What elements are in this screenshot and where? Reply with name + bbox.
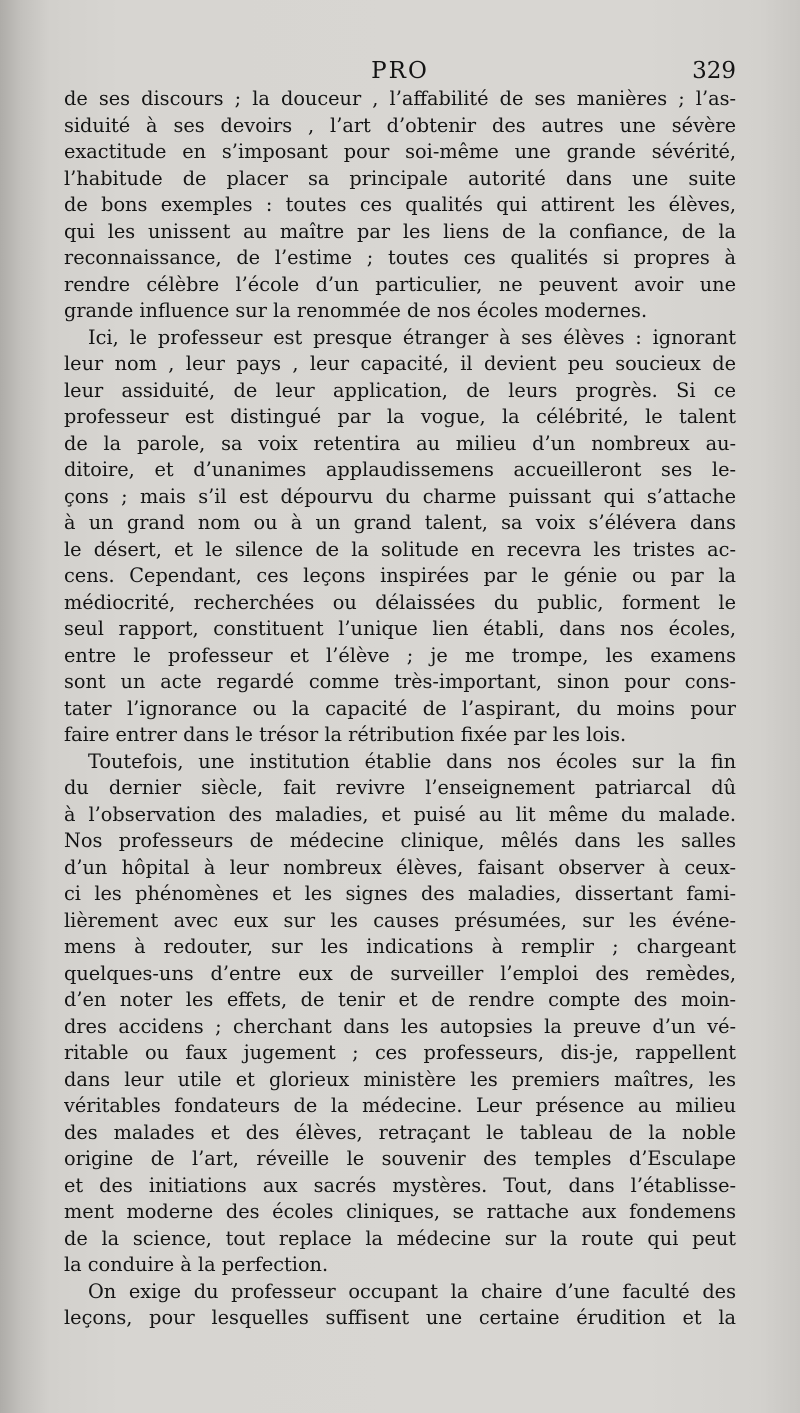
text-line: entre le professeur et l’élève ; je me trompe, les examens — [64, 643, 736, 667]
text-line: leçons, pour lesquelles suffisent une certaine érudition et la — [64, 1306, 736, 1329]
text-line: professeur est distingué par la vogue, la célébrité, le talent — [64, 405, 736, 428]
text-line: seul rapport, constituent l’unique lien établi, dans nos écoles, — [64, 617, 736, 640]
text-line: Nos professeurs de médecine clinique, mêlés dans les salles — [64, 829, 736, 852]
text-line: origine de l’art, réveille le souvenir des temples d’Esculape — [64, 1147, 736, 1170]
text-line: de la science, tout replace la médecine sur la route qui peut — [64, 1226, 736, 1250]
body-text — [64, 86, 736, 1332]
text-line: à l’observation des maladies, et puisé au lit même du malade. — [64, 802, 736, 826]
paragraph — [64, 1279, 736, 1332]
text-line: la conduire à la perfection. — [64, 1253, 329, 1276]
text-line: le désert, et le silence de la solitude en recevra les tristes ac- — [64, 537, 736, 561]
text-line: lièrement avec eux sur les causes présumées, sur les événe- — [64, 908, 736, 932]
text-line: leur nom , leur pays , leur capacité, il devient peu soucieux de — [64, 352, 736, 375]
running-title: PRO — [371, 58, 429, 84]
text-line: faire entrer dans le trésor la rétribution fixée par les lois. — [64, 723, 627, 746]
text-line: quelques-uns d’entre eux de surveiller l’emploi des remèdes, — [64, 961, 736, 985]
text-line: Ici, le professeur est presque étranger à ses élèves : ignorant — [88, 325, 736, 349]
text-line: ci les phénomènes et les signes des maladies, dissertant fami- — [64, 882, 736, 905]
text-line: l’habitude de placer sa principale autorité dans une suite — [64, 166, 736, 190]
text-line: à un grand nom ou à un grand talent, sa voix s’élévera dans — [64, 511, 736, 534]
text-line: d’en noter les effets, de tenir et de rendre compte des moin- — [64, 988, 736, 1011]
text-line: siduité à ses devoirs , l’art d’obtenir des autres une sévère — [64, 113, 736, 137]
text-line: ritable ou faux jugement ; ces professeurs, dis-je, rappellent — [64, 1041, 736, 1064]
text-line: cens. Cependant, ces leçons inspirées par le génie ou par la — [64, 564, 736, 587]
paragraph — [64, 749, 736, 1279]
text-line: du dernier siècle, fait revivre l’enseignement patriarcal dû — [64, 776, 736, 799]
text-line: ment moderne des écoles cliniques, se rattache aux fondemens — [64, 1200, 736, 1223]
text-line: médiocrité, recherchées ou délaissées du public, forment le — [64, 590, 736, 614]
text-line: de la parole, sa voix retentira au milieu d’un nombreux au- — [64, 431, 736, 455]
text-line: d’un hôpital à leur nombreux élèves, faisant observer à ceux- — [64, 855, 736, 879]
text-line: de bons exemples : toutes ces qualités qui attirent les élèves, — [64, 193, 736, 216]
paragraph — [64, 325, 736, 749]
text-line: tater l’ignorance ou la capacité de l’aspirant, du moins pour — [64, 696, 736, 720]
text-line: de ses discours ; la douceur , l’affabilité de ses manières ; l’as- — [64, 87, 736, 110]
text-line: ditoire, et d’unanimes applaudissemens accueilleront ses le- — [64, 458, 736, 481]
text-line: Toutefois, une institution établie dans nos écoles sur la fin — [88, 749, 736, 773]
text-line: et des initiations aux sacrés mystères. Tout, dans l’établisse- — [64, 1173, 736, 1197]
text-line: leur assiduité, de leur application, de leurs progrès. Si ce — [64, 378, 736, 402]
text-line: mens à redouter, sur les indications à remplir ; chargeant — [64, 935, 736, 958]
text-line: véritables fondateurs de la médecine. Leur présence au milieu — [64, 1094, 736, 1117]
text-line: dres accidens ; cherchant dans les autopsies la preuve d’un vé- — [64, 1014, 736, 1038]
page-number: 329 — [692, 58, 736, 84]
text-line: des malades et des élèves, retraçant le tableau de la noble — [64, 1120, 736, 1144]
text-line: On exige du professeur occupant la chaire d’une faculté des — [88, 1279, 736, 1303]
text-line: çons ; mais s’il est dépourvu du charme puissant qui s’attache — [64, 484, 736, 508]
text-line: rendre célèbre l’école d’un particulier, ne peuvent avoir une — [64, 272, 736, 296]
text-line: reconnaissance, de l’estime ; toutes ces qualités si propres à — [64, 246, 736, 269]
text-line: sont un acte regardé comme très-important, sinon pour cons- — [64, 670, 736, 693]
text-line: exactitude en s’imposant pour soi-même une grande sévérité, — [64, 140, 736, 163]
paragraph — [64, 86, 736, 325]
running-head — [64, 56, 736, 90]
text-line: dans leur utile et glorieux ministère les premiers maîtres, les — [64, 1067, 736, 1091]
text-line: grande influence sur la renommée de nos écoles modernes. — [64, 299, 648, 322]
text-line: qui les unissent au maître par les liens de la confiance, de la — [64, 219, 736, 243]
